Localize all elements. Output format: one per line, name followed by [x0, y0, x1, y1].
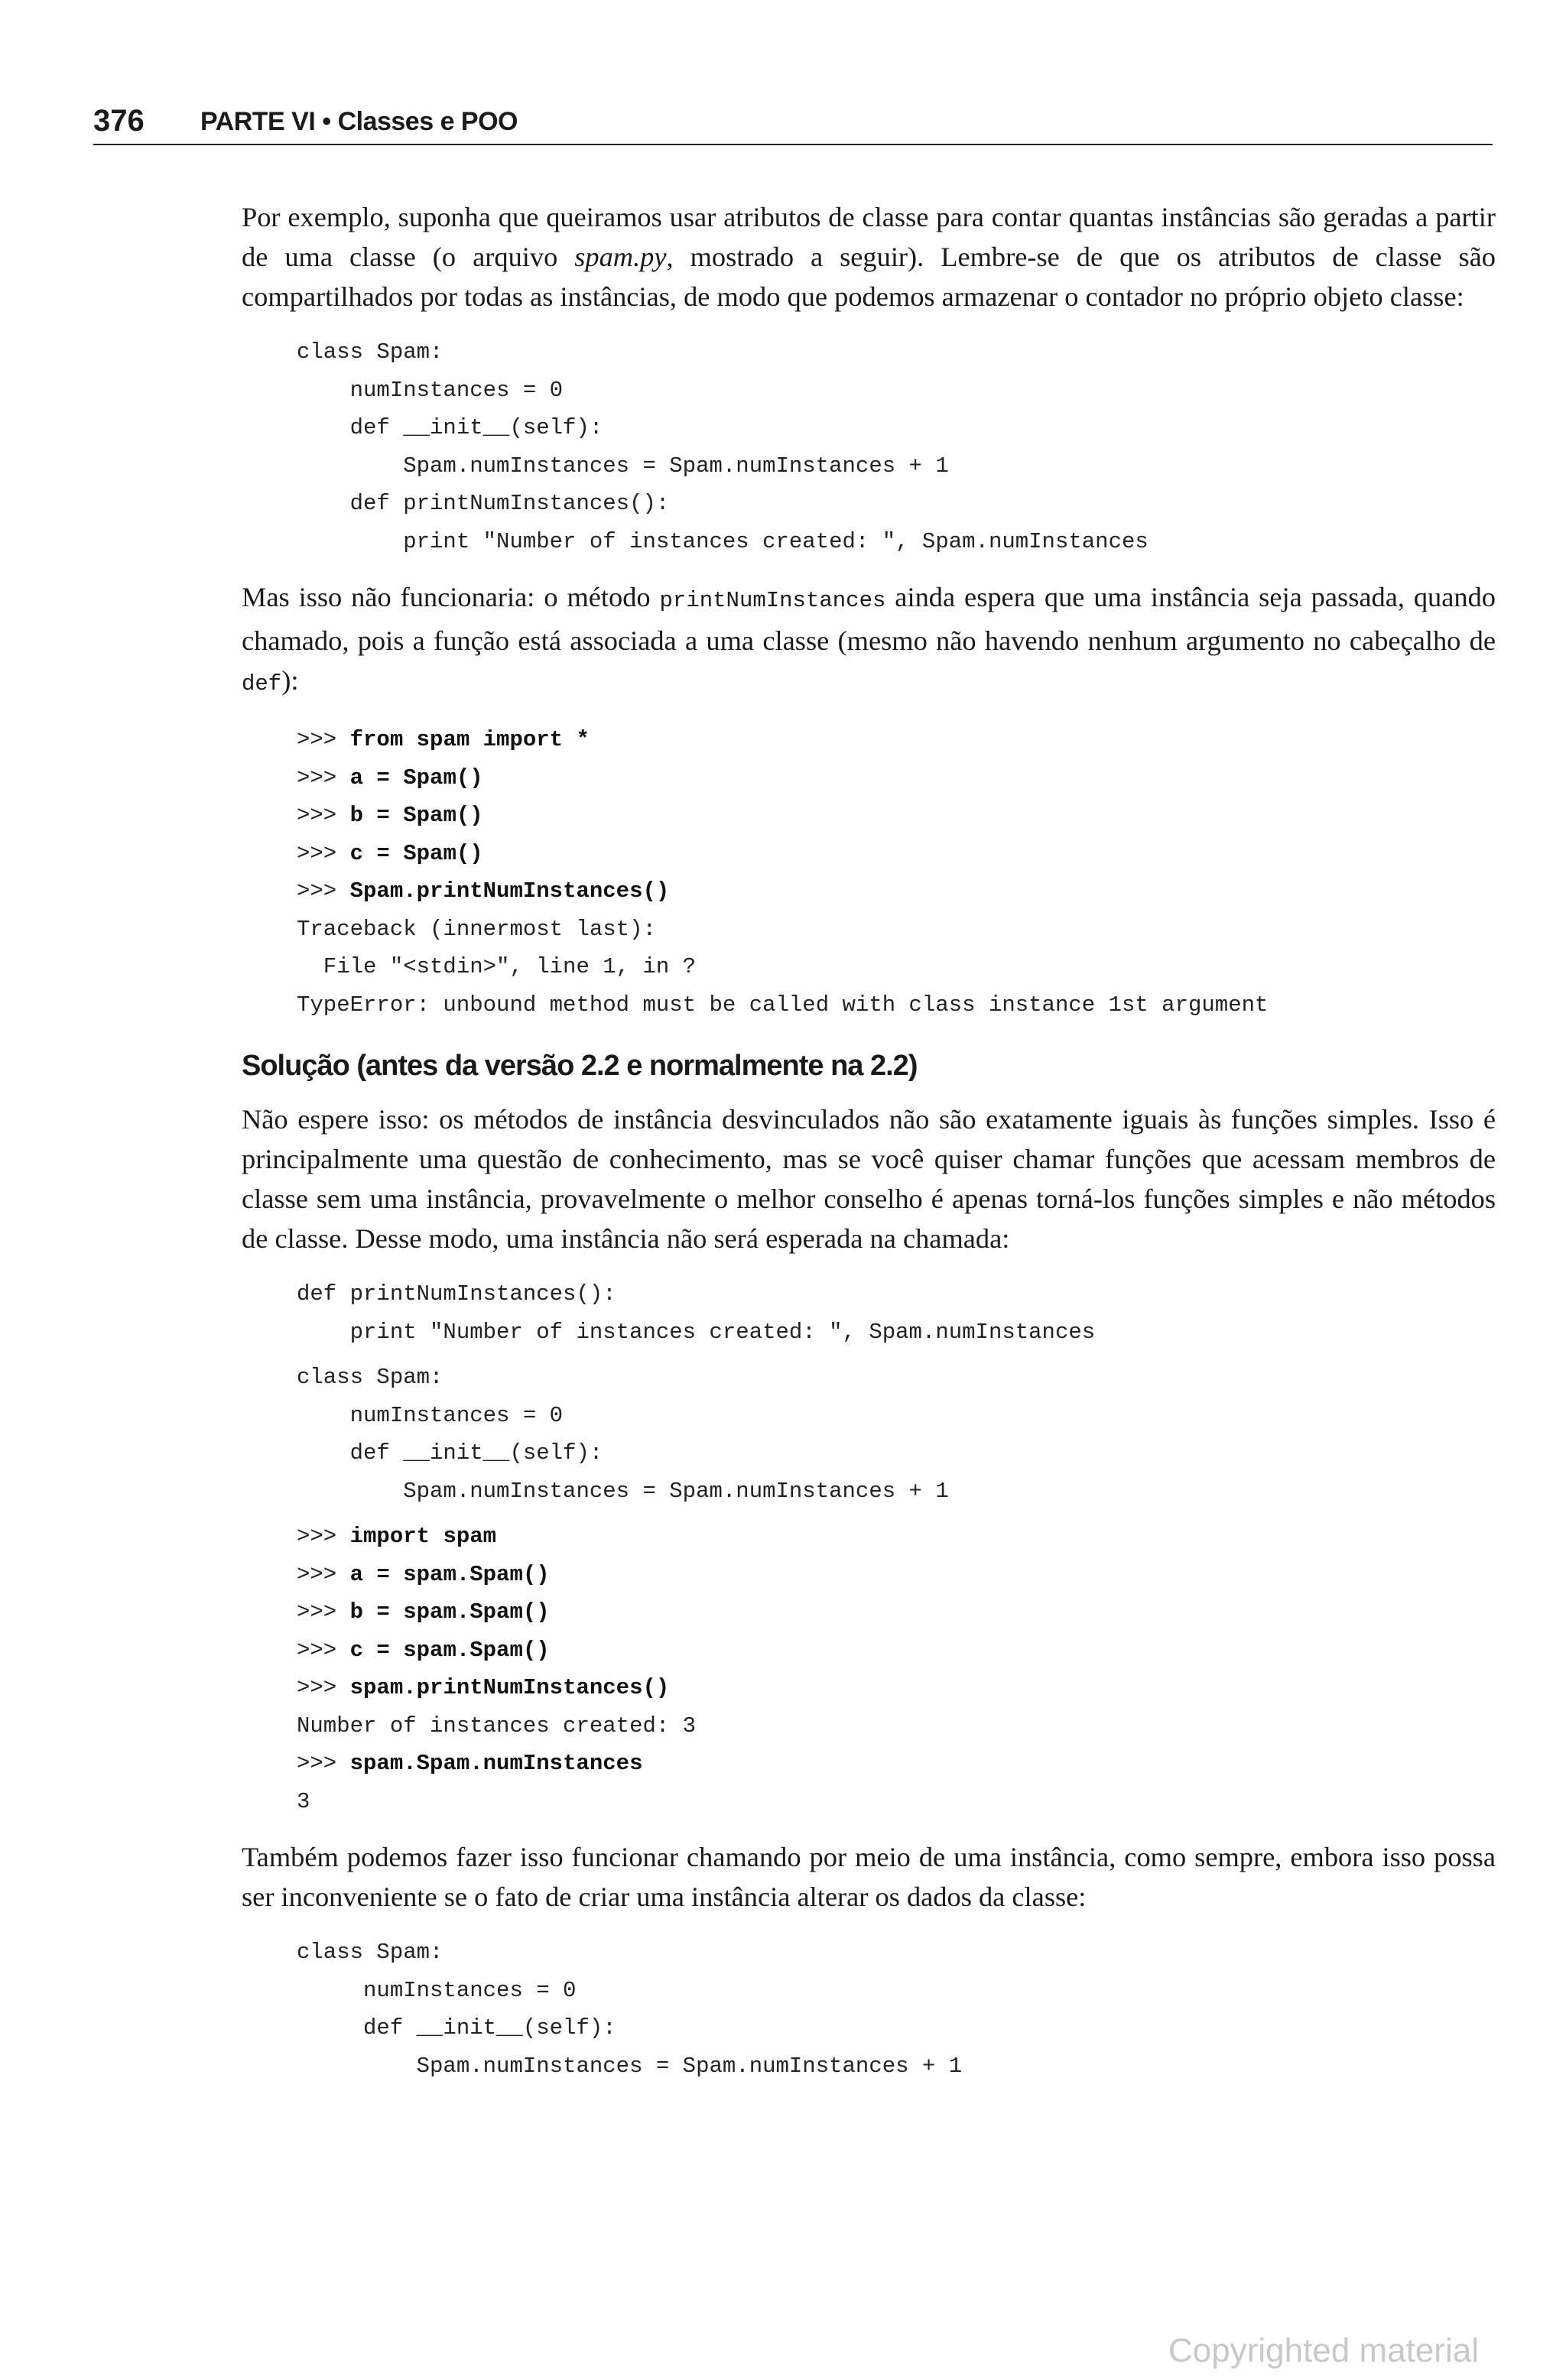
code-line: print "Number of instances created: ", Spam.numInstances	[297, 528, 1149, 554]
session-output: Traceback (innermost last):	[297, 916, 656, 942]
session-output: 3	[297, 1788, 310, 1814]
code-line: def printNumInstances():	[297, 1281, 616, 1307]
code-block-class-spam-2	[297, 1359, 1496, 1510]
session-line: >>> b = Spam()	[297, 803, 483, 828]
inline-code: printNumInstances	[659, 588, 886, 613]
paragraph-solution: Não espere isso: os métodos de instância desvinculados não são exatamente iguais às funções simples. Isso é principalmente uma questão de conhecimento, mas se você quiser chamar funções que acessam membros de classe sem uma instância, provavelmente o melhor conselho é apenas torná-los funções simples e não métodos de classe. Desse modo, uma instância não será esperada na chamada:	[242, 1104, 1496, 1254]
code-line: class Spam:	[297, 1365, 443, 1390]
code-block-class-spam	[297, 333, 1496, 560]
code-line: numInstances = 0	[297, 1402, 564, 1428]
code-block-class-spam-3	[297, 1934, 1496, 2085]
code-line: numInstances = 0	[297, 377, 564, 403]
session-line: >>> a = spam.Spam()	[297, 1561, 550, 1587]
code-line: print "Number of instances created: ", Spam.numInstances	[297, 1319, 1096, 1345]
interactive-session-ok	[297, 1518, 1496, 1820]
inline-code: def	[242, 671, 282, 696]
session-line: >>> b = spam.Spam()	[297, 1599, 550, 1625]
session-line: >>> a = Spam()	[297, 765, 483, 791]
code-line: Spam.numInstances = Spam.numInstances + 1	[297, 1478, 949, 1504]
paragraph-problem: Mas isso não funcionaria: o método printNumInstances ainda espera que uma instância seja passada, quando chamado, pois a função está associada a uma classe (mesmo não havendo nenhum argumento no cabeçalho de def):	[242, 582, 1496, 696]
session-line: >>> c = Spam()	[297, 840, 483, 866]
session-output: Number of instances created: 3	[297, 1713, 697, 1739]
session-line: >>> spam.Spam.numInstances	[297, 1751, 643, 1776]
code-line: numInstances = 0	[297, 1977, 577, 2003]
code-line: class Spam:	[297, 339, 443, 365]
session-line: >>> Spam.printNumInstances()	[297, 878, 670, 904]
copyright-watermark: Copyrighted material	[1168, 2332, 1479, 2369]
code-line: def __init__(self):	[297, 2015, 616, 2041]
page-body	[242, 197, 1496, 2102]
code-line: def printNumInstances():	[297, 491, 670, 516]
session-output: File "<stdin>", line 1, in ?	[297, 954, 697, 979]
session-line: >>> import spam	[297, 1524, 497, 1549]
code-line: Spam.numInstances = Spam.numInstances + 1	[297, 453, 949, 479]
paragraph-intro: Por exemplo, suponha que queiramos usar atributos de classe para contar quantas instâncias são geradas a partir de uma classe (o arquivo spam.py, mostrado a seguir). Lembre-se de que os atributos de classe são compartilhados por todas as instâncias, de modo que podemos armazenar o contador no próprio objeto classe:	[242, 202, 1496, 312]
code-line: Spam.numInstances = Spam.numInstances + 1	[297, 2053, 963, 2079]
session-output: TypeError: unbound method must be called with class instance 1st argument	[297, 992, 1269, 1018]
running-head: PARTE VI • Classes e POO	[200, 107, 518, 136]
session-line: >>> spam.printNumInstances()	[297, 1675, 670, 1700]
section-heading: Solução (antes da versão 2.2 e normalmente na 2.2)	[242, 1050, 918, 1082]
code-line: def __init__(self):	[297, 415, 603, 440]
interactive-session-error	[297, 721, 1496, 1024]
filename: spam.py	[574, 242, 667, 272]
code-line: class Spam:	[297, 1940, 443, 1965]
page-number: 376	[93, 104, 145, 138]
code-block-function	[297, 1275, 1496, 1351]
page-header	[93, 101, 1493, 145]
paragraph-alternative: Também podemos fazer isso funcionar chamando por meio de uma instância, como sempre, embora isso possa ser inconveniente se o fato de criar uma instância alterar os dados da classe:	[242, 1842, 1496, 1912]
session-line: >>> c = spam.Spam()	[297, 1637, 550, 1663]
code-line: def __init__(self):	[297, 1440, 603, 1466]
session-line: >>> from spam import *	[297, 727, 590, 752]
